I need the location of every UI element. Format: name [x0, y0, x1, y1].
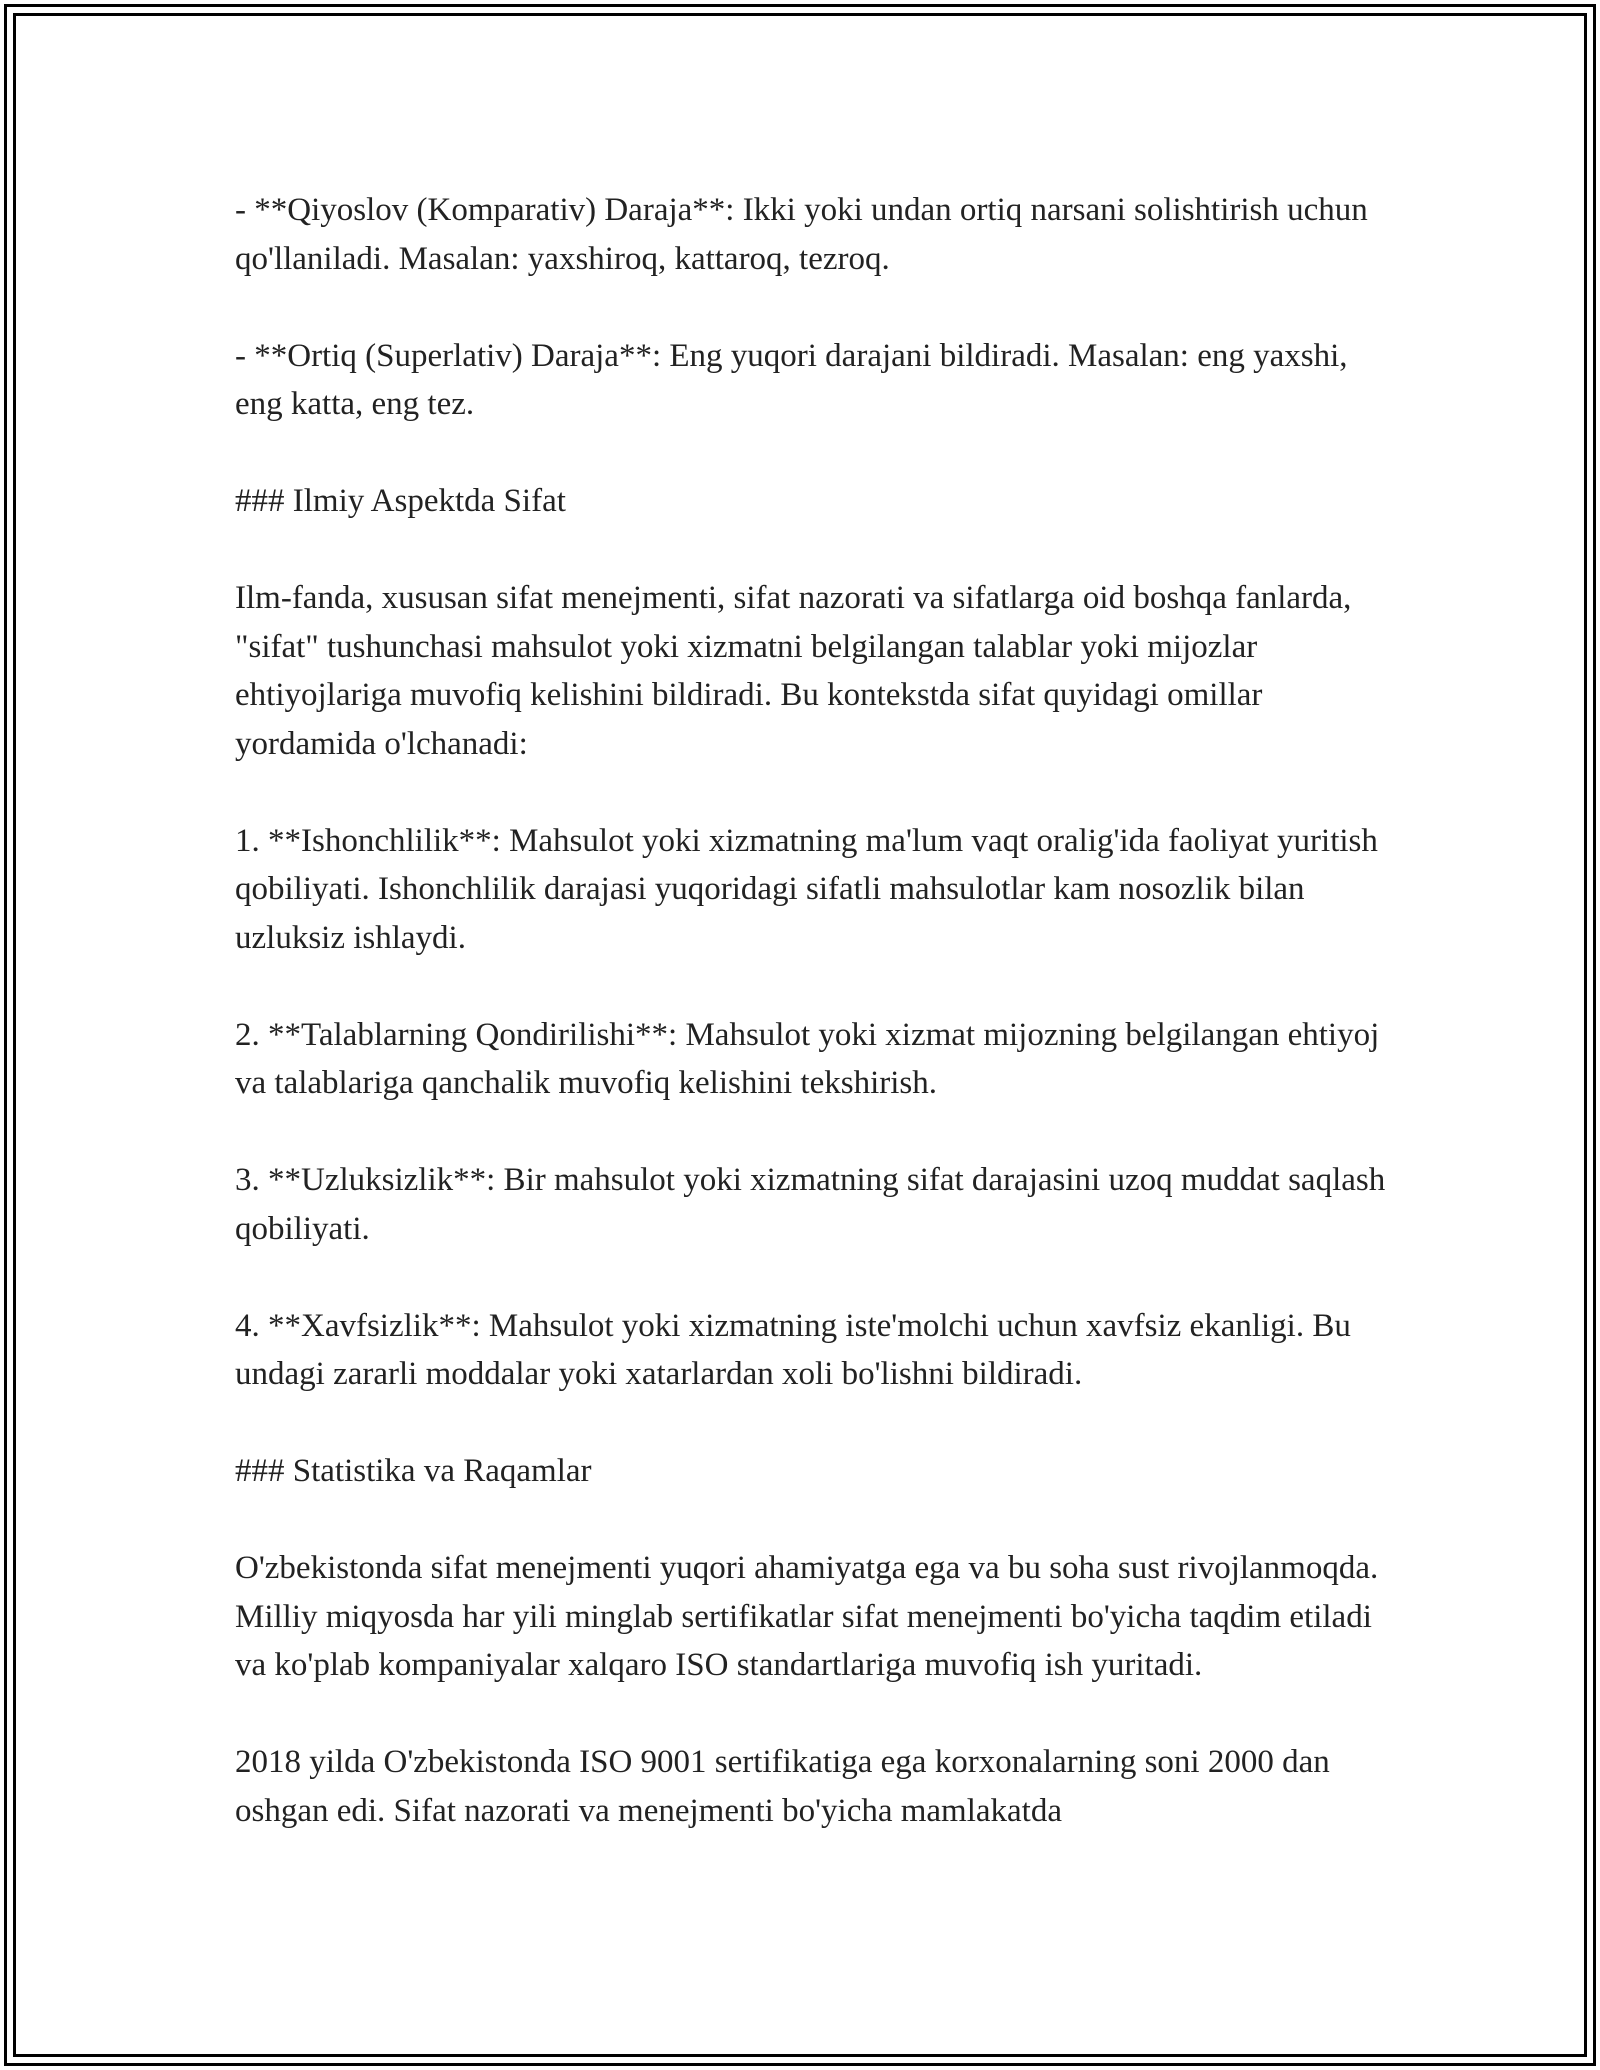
paragraph-ilm-fanda: Ilm-fanda, xususan sifat menejmenti, sifat nazorati va sifatlarga oid boshqa fanlarda, "sifat" tushunchasi mahsulot yoki xizmatni belgilangan talablar yoki mijozlar ehtiyojlariga muvofiq kelishini bildiradi. Bu kontekstda sifat quyidagi omillar yordamida o'lchanadi: — [235, 580, 1352, 762]
paragraph-superlativ-daraja: - **Ortiq (Superlativ) Daraja**: Eng yuqori darajani bildiradi. Masalan: eng yaxshi, eng katta, eng tez. — [235, 337, 1348, 422]
heading-statistika-va-raqamlar: ### Statistika va Raqamlar — [235, 1453, 592, 1489]
paragraph-2018-yilda: 2018 yilda O'zbekistonda ISO 9001 sertifikatiga ega korxonalarning soni 2000 dan oshgan edi. Sifat nazorati va menejmenti bo'yicha mamlakatda — [235, 1744, 1330, 1829]
document-body — [235, 186, 1395, 1835]
list-item-uzluksizlik: 3. **Uzluksizlik**: Bir mahsulot yoki xizmatning sifat darajasini uzoq muddat saqlash qobiliyati. — [235, 1162, 1386, 1247]
paragraph-ozbekistonda-sifat: O'zbekistonda sifat menejmenti yuqori ahamiyatga ega va bu soha sust rivojlanmoqda. Milliy miqyosda har yili minglab sertifikatlar sifat menejmenti bo'yicha taqdim etiladi va ko'plab kompaniyalar xalqaro ISO standartlariga muvofiq ish yuritadi. — [235, 1550, 1379, 1683]
paragraph-komparativ-daraja: - **Qiyoslov (Komparativ) Daraja**: Ikki yoki undan ortiq narsani solishtirish uchun qo'llaniladi. Masalan: yaxshiroq, kattaroq, tezroq. — [235, 192, 1368, 277]
list-item-xavfsizlik: 4. **Xavfsizlik**: Mahsulot yoki xizmatning iste'molchi uchun xavfsiz ekanligi. Bu undagi zararli moddalar yoki xatarlardan xoli bo'lishni bildiradi. — [235, 1307, 1351, 1392]
list-item-ishonchlilik: 1. **Ishonchlilik**: Mahsulot yoki xizmatning ma'lum vaqt oralig'ida faoliyat yuritish qobiliyati. Ishonchlilik darajasi yuqoridagi sifatli mahsulotlar kam nosozlik bilan uzluksiz ishlaydi. — [235, 822, 1378, 956]
list-item-talablarning-qondirilishi: 2. **Talablarning Qondirilishi**: Mahsulot yoki xizmat mijozning belgilangan ehtiyoj va talablariga qanchalik muvofiq kelishini tekshirish. — [235, 1016, 1380, 1101]
heading-ilmiy-aspektda-sifat: ### Ilmiy Aspektda Sifat — [235, 483, 566, 519]
